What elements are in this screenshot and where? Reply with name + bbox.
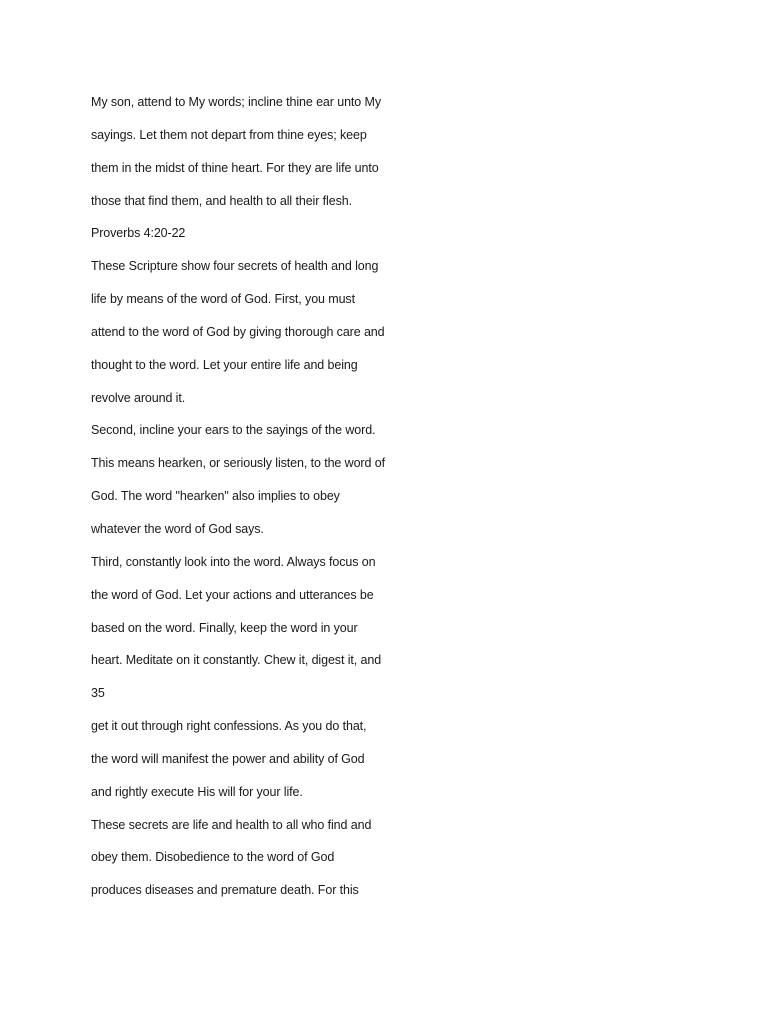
text-line: attend to the word of God by giving thorough care and bbox=[91, 324, 385, 339]
text-line: thought to the word. Let your entire life and being bbox=[91, 357, 358, 372]
page-number: 35 bbox=[91, 686, 105, 701]
text-line: the word of God. Let your actions and utterances be bbox=[91, 587, 374, 602]
text-line: life by means of the word of God. First, you must bbox=[91, 292, 355, 307]
text-line: These secrets are life and health to all who find and bbox=[91, 817, 372, 832]
text-line: whatever the word of God says. bbox=[91, 521, 264, 536]
text-line: them in the midst of thine heart. For they are life unto bbox=[91, 160, 379, 175]
text-line: produces diseases and premature death. For this bbox=[91, 883, 359, 898]
text-line: those that find them, and health to all their flesh. bbox=[91, 193, 352, 208]
text-line: based on the word. Finally, keep the word in your bbox=[91, 620, 358, 635]
text-line: sayings. Let them not depart from thine eyes; keep bbox=[91, 127, 367, 142]
scripture-reference: Proverbs 4:20-22 bbox=[91, 226, 186, 241]
text-line: These Scripture show four secrets of health and long bbox=[91, 259, 379, 274]
text-line: My son, attend to My words; incline thine ear unto My bbox=[91, 95, 381, 109]
text-line: heart. Meditate on it constantly. Chew it, digest it, and bbox=[91, 653, 382, 668]
document-text bbox=[91, 86, 431, 907]
text-line: Third, constantly look into the word. Always focus on bbox=[91, 554, 376, 569]
text-line: the word will manifest the power and ability of God bbox=[91, 751, 365, 766]
text-line: get it out through right confessions. As you do that, bbox=[91, 719, 367, 734]
text-line: and rightly execute His will for your life. bbox=[91, 784, 303, 799]
text-line: revolve around it. bbox=[91, 390, 186, 405]
text-line: Second, incline your ears to the sayings of the word. bbox=[91, 423, 376, 438]
text-line: obey them. Disobedience to the word of God bbox=[91, 850, 335, 865]
text-line: This means hearken, or seriously listen, to the word of bbox=[91, 456, 385, 471]
text-line: God. The word "hearken" also implies to obey bbox=[91, 489, 340, 504]
